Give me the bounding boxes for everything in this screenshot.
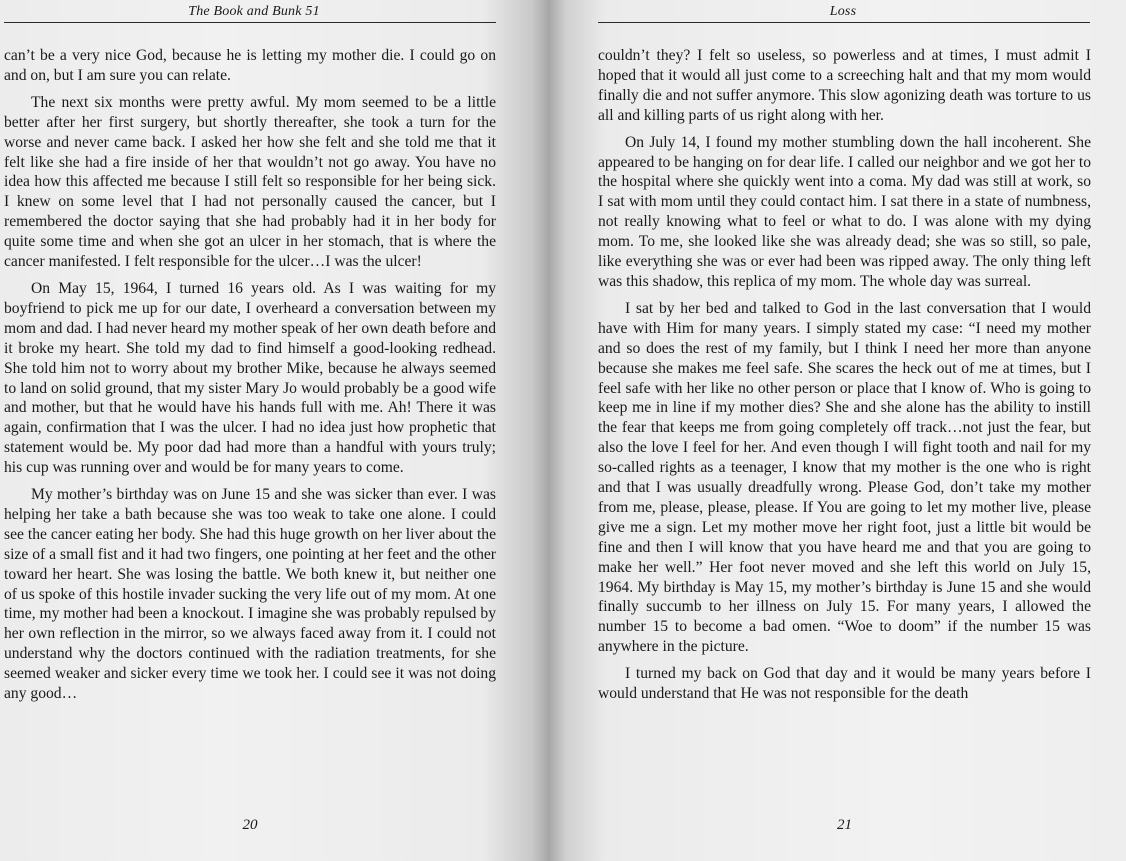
paragraph: I sat by her bed and talked to God in the last conversation that I would have with Him for many years. I simply stated my case: “I need my mother and so does the rest of my family, but I think I need her more than anyone because she makes me feel safe. She scares the heck out of me at times, but I feel safe with her like no other person or place that I know of. Who is going to keep me in line if my mother dies? She and she alone has the ability to instill the fear that keeps me from going completely off track…not just the fear, but also the love I feel for her. And even though I will fight tooth and nail for my so-called rights as a teenager, I know that my mother is the one who is right and that I was usually dreadfully wrong. Please God, don’t take my mother from me, please, please, please. If You are going to let my mother live, please give me a sign. Let my mother move her right foot, just a little bit would be fine and then I will know that you have heard me and that you are going to make her well.” Her foot never moved and she left this world on July 15, 1964. My birthday is May 15, my mother’s birthday is June 15 and she would finally succumb to her illness on July 15. For many years, I allowed the number 15 to become a bad omen. “Woe to doom” if the number 15 was anywhere in the picture.	[598, 299, 1091, 656]
paragraph: On May 15, 1964, I turned 16 years old. As I was waiting for my boyfriend to pick me up for our date, I overheard a conversation between my mom and dad. I had never heard my mother speak of her own death before and it broke my heart. She told my dad to find himself a good-looking redhead. She told him not to worry about my brother Mike, because he always seemed to land on solid ground, that my sister Mary Jo would probably be a good wife and mother, but that he would have his hands full with me. Ah! There it was again, confirmation that I was the ulcer. I had no idea just how prophetic that statement would be. My poor dad had more than a handful with yours truly; his cup was running over and would be for many years to come.	[4, 279, 496, 477]
header-rule-right	[598, 22, 1090, 23]
running-head-left: The Book and Bunk 51	[188, 4, 320, 19]
paragraph: My mother’s birthday was on June 15 and she was sicker than ever. I was helping her take a bath because she was too weak to take one alone. I could see the cancer eating her body. She had this huge growth on her liver about the size of a small fist and it had two fingers, one pointing at her feet and the other toward her heart. She was losing the battle. We both knew it, but neither one of us spoke of this hostile invader sucking the very life out of my mom. At one time, my mother had been a knockout. I imagine she was probably repulsed by her own reflection in the mirror, so we always faced away from it. I could not understand why the doctors continued with the radiation treatments, for she seemed weaker and sicker every time we took her. I could see it was not doing any good…	[4, 486, 496, 703]
paragraph: I turned my back on God that day and it would be many years before I would understand that He was not responsible for the death	[598, 665, 1091, 703]
paragraph: On July 14, I found my mother stumbling down the hall incoherent. She appeared to be hanging on for dear life. I called our neighbor and we got her to the hospital where she quickly went into a coma. My dad was still at work, so I sat with mom until they could contact him. I sat there in a state of numbness, not really knowing what to feel or what to do. I was alone with my dying mom. To me, she looked like she was already dead; she was so still, so pale, like everything she was or ever had been was ripped away. The only thing left was this shadow, this replica of my mom. The whole day was surreal.	[598, 133, 1091, 290]
left-page-body	[4, 46, 496, 711]
right-page	[548, 0, 1126, 861]
paragraph: can’t be a very nice God, because he is letting my mother die. I could go on and on, but I am sure you can relate.	[4, 47, 496, 84]
page-number-right: 21	[837, 817, 852, 833]
header-rule-left	[4, 22, 496, 23]
paragraph: couldn’t they? I felt so useless, so powerless and at times, I must admit I hoped that it would all just come to a screeching halt and that my mom would finally die and not suffer anymore. This slow agonizing death was torture to us all and killing parts of us right along with her.	[598, 47, 1091, 124]
left-page	[0, 0, 548, 861]
page-number-left: 20	[242, 817, 258, 833]
running-head-right: Loss	[829, 4, 857, 19]
right-page-body	[598, 46, 1091, 711]
paragraph: The next six months were pretty awful. My mom seemed to be a little better after her first surgery, but shortly thereafter, she took a turn for the worse and never came back. I asked her how she felt and she told me that it felt like she had a fire inside of her that wouldn’t not go away. You have no idea how this affected me because I still felt so responsible for her being sick. I knew on some level that I had not personally caused the cancer, but I remembered the doctor saying that she had probably had it in her body for quite some time and when she got an ulcer in her stomach, that is where the cancer manifested. I felt responsible for the ulcer…I was the ulcer!	[4, 93, 496, 271]
